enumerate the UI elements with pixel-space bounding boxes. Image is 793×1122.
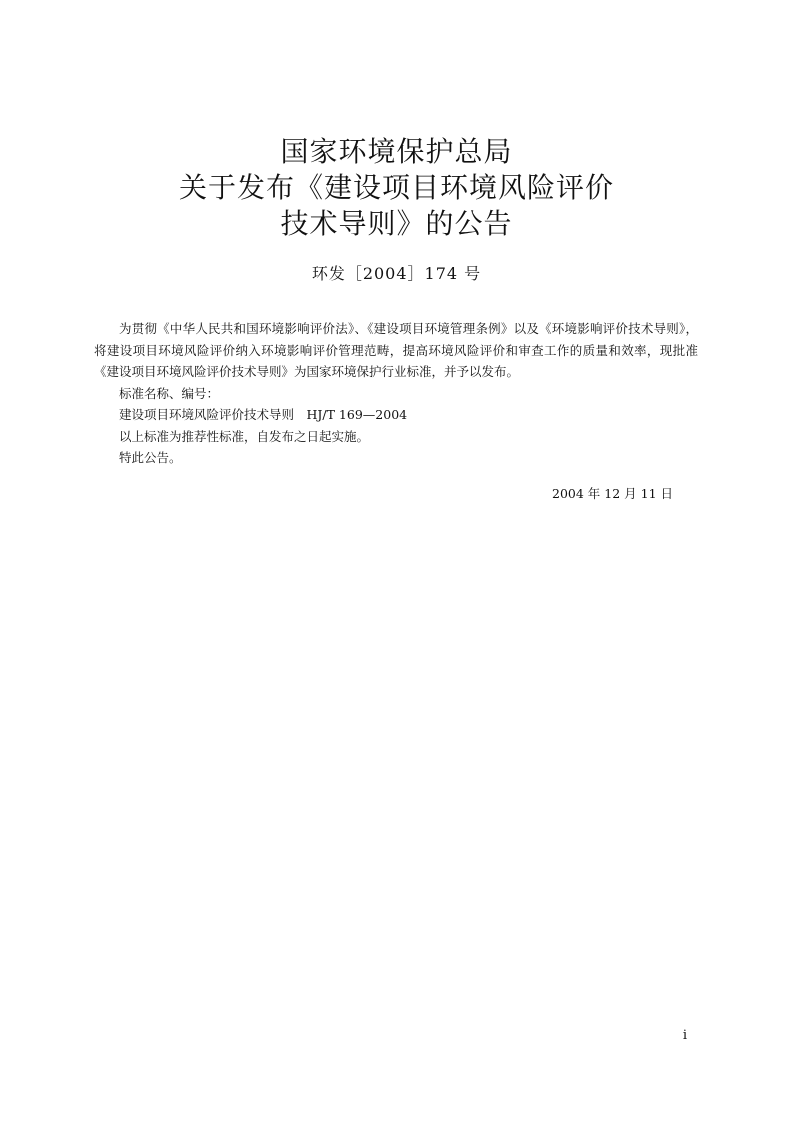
issue-date: 2004 年 12 月 11 日: [552, 486, 673, 501]
title-line-issuer: 国家环境保护总局: [280, 135, 513, 168]
standard-entry: 建设项目环境风险评价技术导则 HJ/T 169—2004: [119, 407, 408, 422]
title-line-subject: 关于发布《建设项目环境风险评价: [178, 171, 614, 204]
standard-label: 标准名称、编号：: [119, 385, 220, 401]
title-line-subject-cont: 技术导则》的公告: [280, 207, 513, 240]
closing-line: 特此公告。: [119, 450, 182, 465]
announcement-body: [94, 318, 698, 469]
main-paragraph: 为贯彻《中华人民共和国环境影响评价法》、《建设项目环境管理条例》以及《环境影响评价技术导则》，将建设项目环境风险评价纳入环境影响评价管理范畴，提高环境风险评价和审查工作的质量和效率，现批准《建设项目环境风险评价技术导则》为国家环境保护行业标准，并予以发布。: [94, 321, 698, 379]
announcement-title: [0, 134, 793, 242]
document-number: 环发［2004］174 号: [311, 264, 482, 283]
implementation-note: 以上标准为推荐性标准，自发布之日起实施。: [119, 428, 370, 444]
page-number: i: [682, 1028, 687, 1043]
